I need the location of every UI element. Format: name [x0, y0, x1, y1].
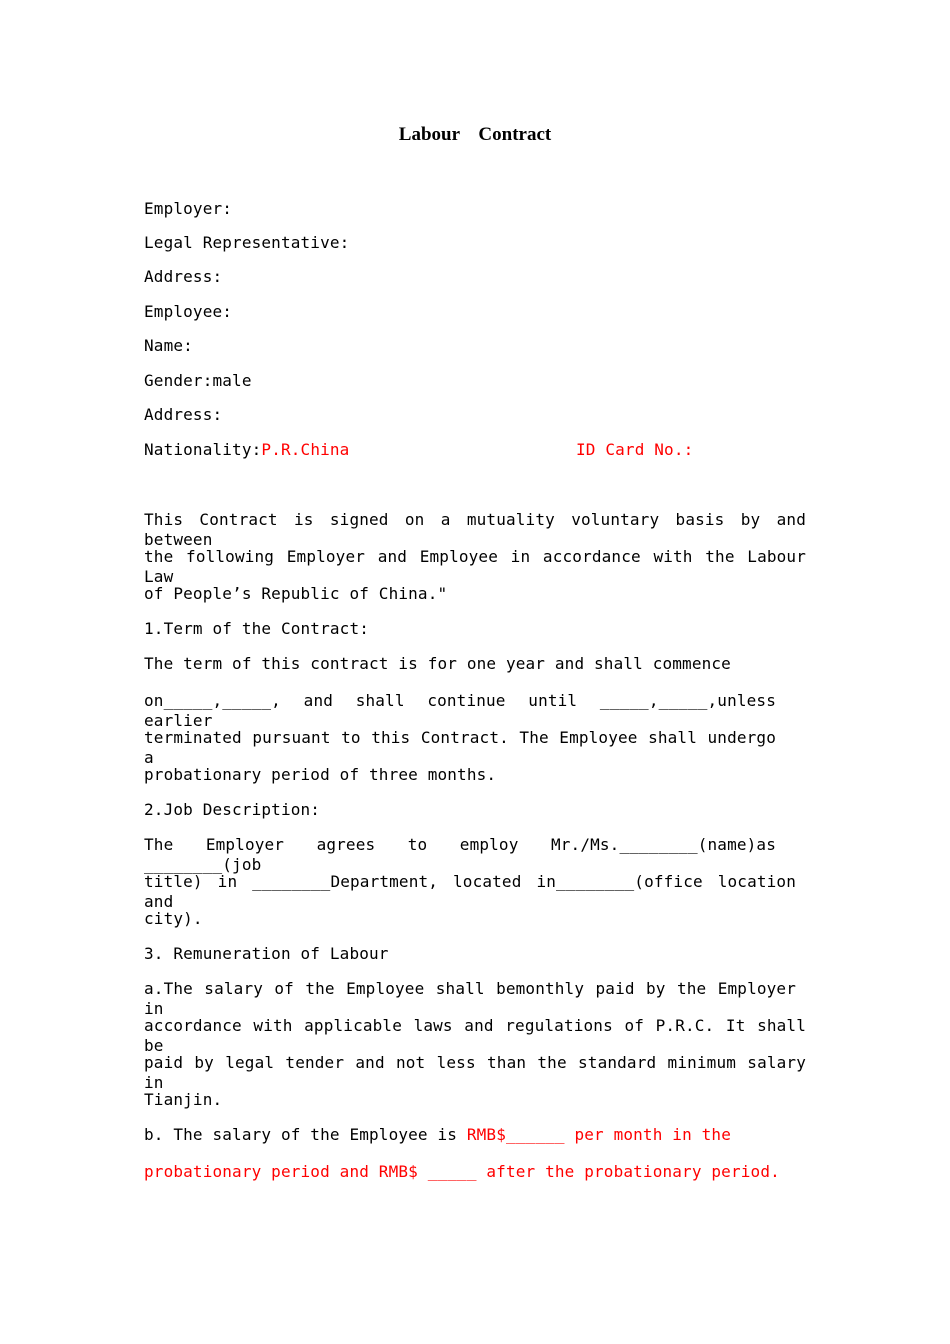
intro-line: of People’s Republic of China." [144, 584, 448, 603]
legal-representative-field: Legal Representative: [144, 233, 350, 252]
section-heading: 3. Remuneration of Labour [144, 944, 389, 963]
section-line: a.The salary of the Employee shall bemonthly paid by the Employer in [144, 979, 796, 1018]
section-line: probationary period of three months. [144, 765, 497, 784]
section-line: The term of this contract is for one year and shall commence [144, 654, 731, 673]
section-line: Tianjin. [144, 1090, 223, 1109]
employee-address-field: Address: [144, 405, 223, 424]
nationality-row [144, 440, 349, 460]
salary-after-probation: probationary period and RMB$ _____ after the probationary period. [144, 1162, 780, 1181]
section-line: on_____,_____, and shall continue until _____,_____,unless earlier [144, 691, 776, 730]
section-line: paid by legal tender and not less than the standard minimum salary in [144, 1053, 806, 1092]
nationality-label: Nationality: [144, 440, 262, 459]
gender-field: Gender:male [144, 371, 252, 390]
section-line: terminated pursuant to this Contract. The Employee shall undergo a [144, 728, 776, 767]
section-line: accordance with applicable laws and regulations of P.R.C. It shall be [144, 1016, 806, 1055]
employer-field: Employer: [144, 199, 233, 218]
employer-address-field: Address: [144, 267, 223, 286]
intro-line: the following Employer and Employee in accordance with the Labour Law [144, 547, 806, 586]
id-card-field: ID Card No.: [576, 440, 694, 459]
section-line: title) in ________Department, located in________(office location and [144, 872, 796, 911]
document-title: Labour Contract [398, 124, 552, 145]
salary-probation-value: RMB$______ per month in the [466, 1125, 731, 1144]
intro-line: This Contract is signed on a mutuality voluntary basis by and between [144, 510, 806, 549]
nationality-value: P.R.China [261, 440, 350, 459]
section-line: The Employer agrees to employ Mr./Ms.________(name)as ________(job [144, 835, 776, 874]
section-line: city). [144, 909, 203, 928]
employee-field: Employee: [144, 302, 233, 321]
salary-line [144, 1125, 731, 1145]
section-heading: 1.Term of the Contract: [144, 619, 370, 638]
section-heading: 2.Job Description: [144, 800, 321, 819]
salary-prefix: b. The salary of the Employee is [144, 1125, 467, 1144]
name-field: Name: [144, 336, 193, 355]
